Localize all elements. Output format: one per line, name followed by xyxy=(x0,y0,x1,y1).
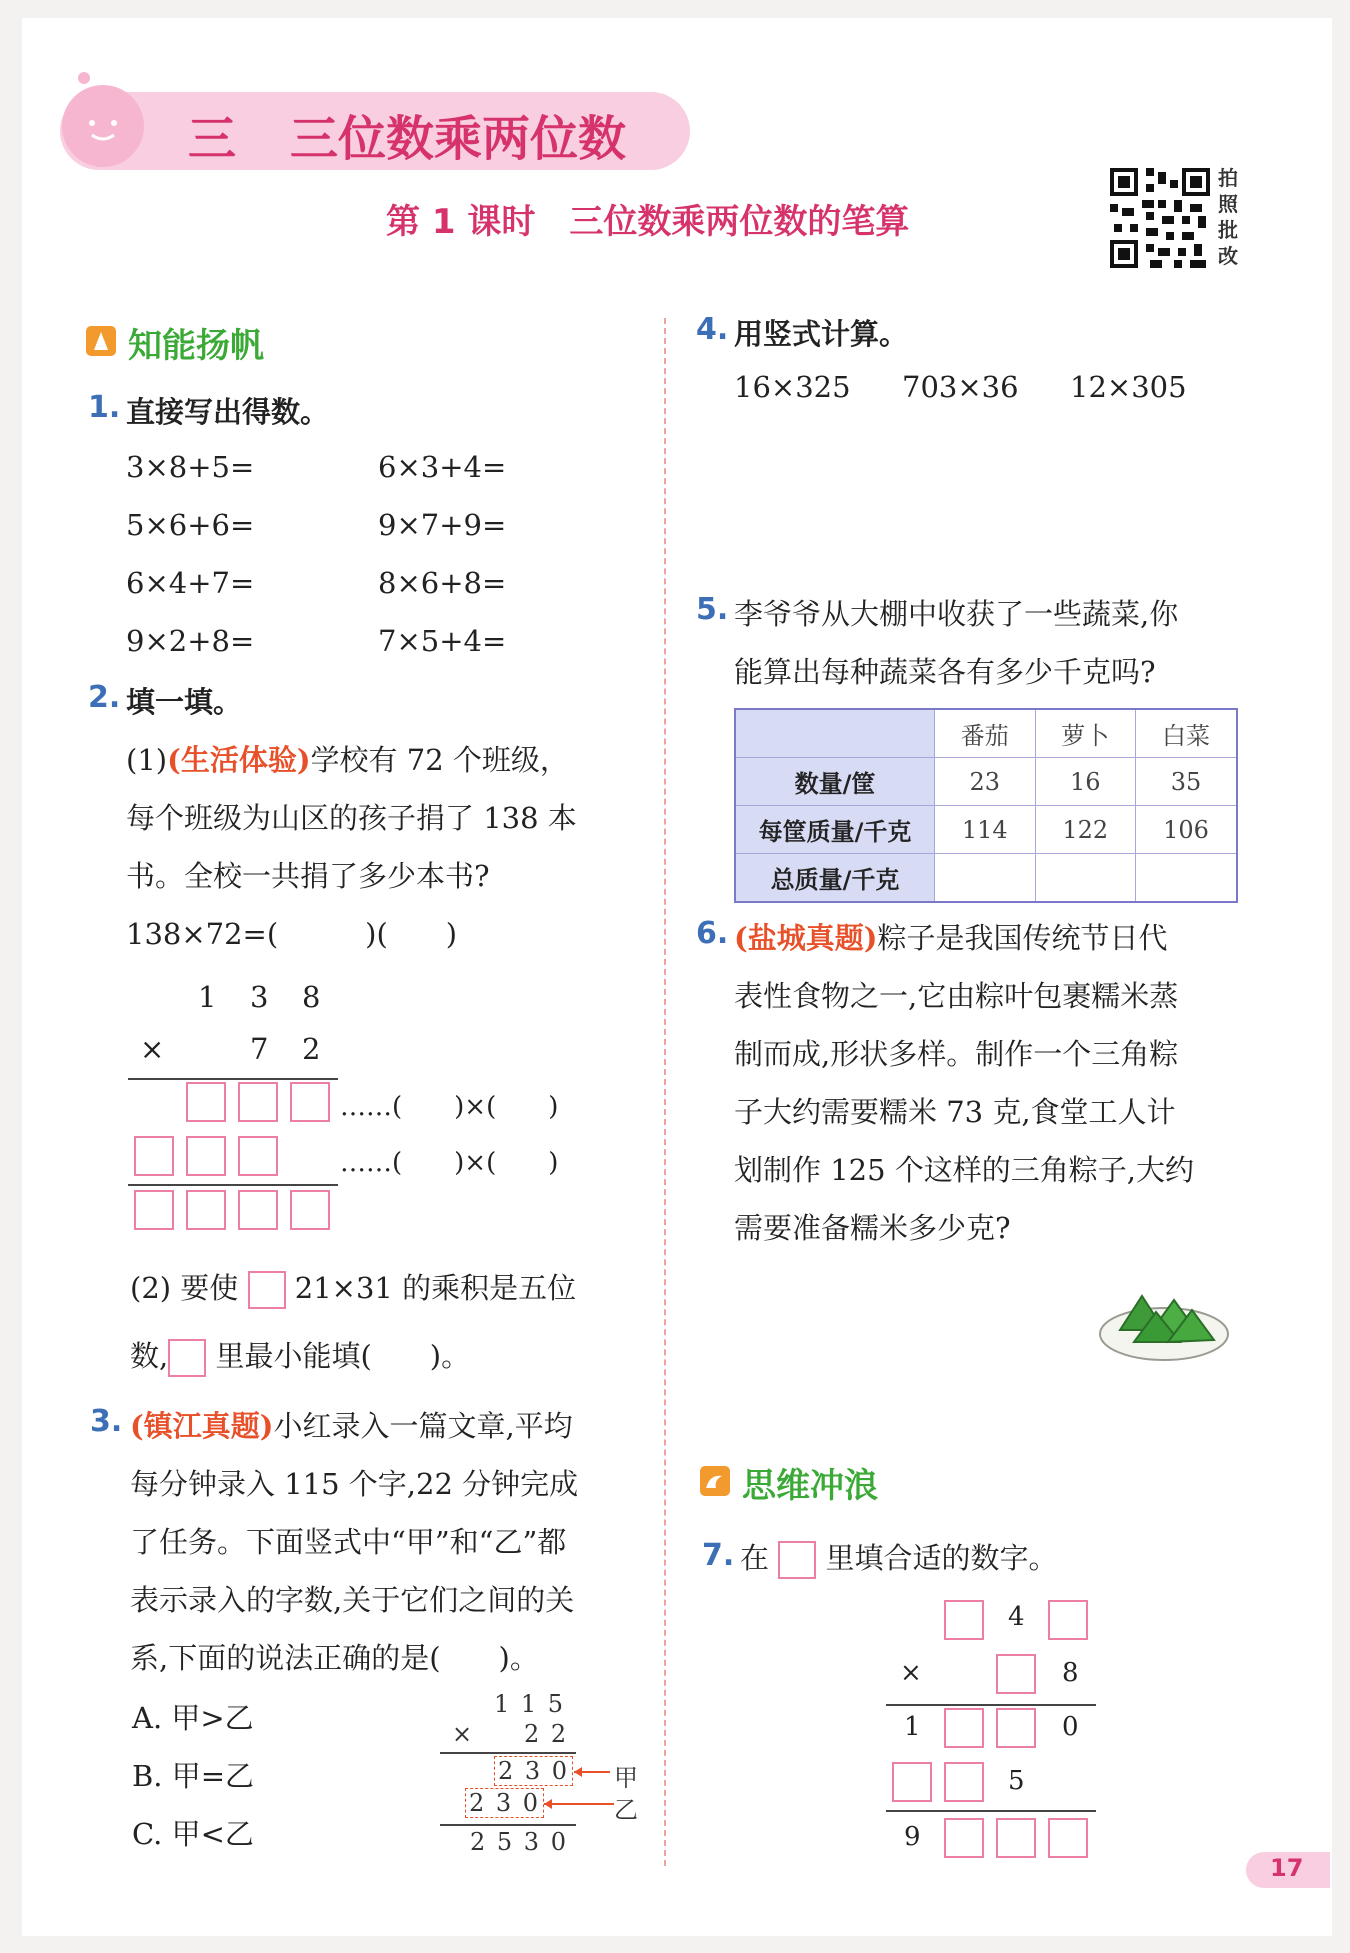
q2-part1-line3: 书。全校一共捐了多少本书? xyxy=(126,859,490,893)
mult-digit: 7 xyxy=(250,1032,269,1066)
q4-text: 用竖式计算。 xyxy=(734,317,909,351)
answer-cell[interactable] xyxy=(935,854,1036,903)
answer-box[interactable] xyxy=(944,1818,984,1858)
q1-item: 9×2+8= xyxy=(126,624,255,658)
puzzle-digit: 9 xyxy=(904,1822,921,1852)
table-corner-cell xyxy=(735,709,935,758)
q1-item: 5×6+6= xyxy=(126,508,255,542)
q2-number: 2. xyxy=(88,680,121,715)
answer-box[interactable] xyxy=(944,1762,984,1802)
calc-row-yi: 2 3 0 xyxy=(465,1788,544,1818)
table-cell: 16 xyxy=(1035,758,1136,806)
q1-item: 7×5+4= xyxy=(378,624,507,658)
table-row xyxy=(735,758,1237,806)
q2-part1-tag: (生活体验) xyxy=(167,743,311,777)
q3-line1 xyxy=(130,1404,573,1445)
mult-sign: × xyxy=(140,1032,165,1066)
answer-box[interactable] xyxy=(186,1082,226,1122)
answer-cell[interactable] xyxy=(1136,854,1238,903)
q2-text: 填一填。 xyxy=(126,685,243,719)
q5-line1: 李爷爷从大棚中收获了一些蔬菜,你 xyxy=(734,597,1179,631)
answer-box[interactable] xyxy=(134,1136,174,1176)
q6-line6: 需要准备糯米多少克? xyxy=(734,1211,1011,1245)
answer-box[interactable] xyxy=(996,1708,1036,1748)
q2-equation[interactable]: 138×72=( )( ) xyxy=(126,917,458,951)
calc-sign: × xyxy=(452,1720,473,1748)
table-row xyxy=(735,806,1237,854)
q4-item: 703×36 xyxy=(902,370,1019,404)
smile-icon xyxy=(62,85,144,167)
answer-box[interactable] xyxy=(290,1190,330,1230)
row-label: 总质量/千克 xyxy=(735,854,935,903)
mult-line xyxy=(128,1078,338,1080)
zongzi-plate-icon xyxy=(1096,1278,1232,1364)
answer-box[interactable] xyxy=(238,1190,278,1230)
mult-digit: 1 xyxy=(198,980,217,1014)
answer-box[interactable] xyxy=(238,1082,278,1122)
table-row xyxy=(735,854,1237,903)
sail-icon xyxy=(86,326,116,356)
answer-box[interactable] xyxy=(248,1271,286,1309)
q3-tag: (镇江真题) xyxy=(130,1409,274,1443)
column-divider xyxy=(664,318,666,1866)
calc-line xyxy=(440,1824,576,1826)
q3-line5[interactable]: 系,下面的说法正确的是( )。 xyxy=(130,1641,539,1675)
row-label: 数量/筐 xyxy=(735,758,935,806)
puzzle-digit: 4 xyxy=(1008,1602,1025,1632)
q7-text-a: 在 xyxy=(740,1541,770,1575)
table-cell: 35 xyxy=(1136,758,1238,806)
chapter-title: 三位数乘两位数 xyxy=(290,111,627,167)
q1-number: 1. xyxy=(88,390,121,425)
calc-line xyxy=(440,1752,576,1754)
puzzle-digit: 1 xyxy=(904,1712,921,1742)
q3-line3: 了任务。下面竖式中“甲”和“乙”都 xyxy=(130,1525,567,1559)
table-cell: 106 xyxy=(1136,806,1238,854)
label-yi: 乙 xyxy=(614,1796,638,1824)
q5-number: 5. xyxy=(696,592,729,627)
q1-item: 6×3+4= xyxy=(378,450,507,484)
table-header-row xyxy=(735,709,1237,758)
answer-box[interactable] xyxy=(892,1762,932,1802)
table-header: 白菜 xyxy=(1136,709,1238,758)
section-title-1: 知能扬帆 xyxy=(128,326,264,366)
qr-code-icon[interactable] xyxy=(1110,168,1210,268)
q4-item: 16×325 xyxy=(734,370,851,404)
q1-item: 6×4+7= xyxy=(126,566,255,600)
q6-text1: 粽子是我国传统节日代 xyxy=(877,921,1168,955)
q3-number: 3. xyxy=(90,1404,123,1439)
calc-row-jia: 2 3 0 xyxy=(494,1756,573,1786)
q1-text: 直接写出得数。 xyxy=(126,395,330,429)
section-wave-icon xyxy=(700,1466,730,1496)
q1-item: 3×8+5= xyxy=(126,450,255,484)
section-flag-icon xyxy=(86,326,116,356)
row2-note[interactable]: ……( )×( ) xyxy=(340,1148,559,1178)
answer-cell[interactable] xyxy=(1035,854,1136,903)
q3-line2: 每分钟录入 115 个字,22 分钟完成 xyxy=(130,1467,579,1501)
answer-box[interactable] xyxy=(1048,1818,1088,1858)
q3-text1: 小红录入一篇文章,平均 xyxy=(273,1409,573,1443)
puzzle-digit: 5 xyxy=(1008,1766,1025,1796)
q2-part2-line1 xyxy=(130,1266,576,1309)
answer-box[interactable] xyxy=(996,1654,1036,1694)
table-header: 番茄 xyxy=(935,709,1036,758)
puzzle-digit: 8 xyxy=(1062,1658,1079,1688)
section-title-2: 思维冲浪 xyxy=(742,1466,878,1506)
q3-option-a[interactable]: A. 甲>乙 xyxy=(132,1701,254,1735)
q2-part2-b: 21×31 的乘积是五位 xyxy=(294,1271,577,1305)
answer-box[interactable] xyxy=(996,1818,1036,1858)
mult-digit: 8 xyxy=(302,980,321,1014)
chapter-banner-emblem xyxy=(62,85,144,167)
answer-box[interactable] xyxy=(1048,1600,1088,1640)
qr-label: 拍照批改 xyxy=(1218,166,1238,268)
lesson-title: 第 1 课时 三位数乘两位数的笔算 xyxy=(386,202,910,242)
q7-text-b: 里填合适的数字。 xyxy=(825,1541,1058,1575)
puzzle-sign: × xyxy=(900,1658,922,1688)
q4-item: 12×305 xyxy=(1070,370,1187,404)
q2-part1-label: (1) xyxy=(126,743,168,777)
answer-box[interactable] xyxy=(186,1190,226,1230)
q7-number: 7. xyxy=(702,1538,735,1573)
wave-icon xyxy=(700,1466,730,1496)
puzzle-line xyxy=(886,1704,1096,1706)
q3-option-c[interactable]: C. 甲<乙 xyxy=(132,1817,254,1851)
q6-line4: 子大约需要糯米 73 克,食堂工人计 xyxy=(734,1095,1176,1129)
q6-line5: 划制作 125 个这样的三角粽子,大约 xyxy=(734,1153,1195,1187)
q2-part2-a: (2) 要使 xyxy=(130,1271,239,1305)
q2-part1-line1 xyxy=(126,738,569,779)
table-cell: 114 xyxy=(935,806,1036,854)
q7-text xyxy=(740,1536,1057,1579)
mult-line xyxy=(128,1184,338,1186)
answer-box[interactable] xyxy=(290,1082,330,1122)
calc-second: 2 2 xyxy=(524,1720,569,1748)
chapter-number: 三 xyxy=(188,111,237,167)
q6-line3: 制而成,形状多样。制作一个三角粽 xyxy=(734,1037,1179,1071)
puzzle-digit: 0 xyxy=(1062,1712,1079,1742)
arrow-yi-icon xyxy=(540,1794,620,1814)
page-number: 17 xyxy=(1270,1854,1304,1882)
q5-line2: 能算出每种蔬菜各有多少千克吗? xyxy=(734,655,1156,689)
q2-part1-line2: 每个班级为山区的孩子捐了 138 本 xyxy=(126,801,577,835)
q3-line4: 表示录入的字数,关于它们之间的关 xyxy=(130,1583,575,1617)
q2-part2-d[interactable]: 里最小能填( )。 xyxy=(215,1339,471,1373)
row-label: 每筐质量/千克 xyxy=(735,806,935,854)
answer-box xyxy=(778,1541,816,1579)
q1-item: 8×6+8= xyxy=(378,566,507,600)
q6-line1 xyxy=(734,916,1167,957)
calc-result: 2 5 3 0 xyxy=(470,1828,568,1856)
answer-box[interactable] xyxy=(944,1708,984,1748)
answer-box[interactable] xyxy=(134,1190,174,1230)
table-header: 萝卜 xyxy=(1035,709,1136,758)
answer-box[interactable] xyxy=(168,1339,206,1377)
q2-part1-text1: 学校有 72 个班级， xyxy=(310,743,569,777)
label-jia: 甲 xyxy=(614,1764,638,1792)
q6-line2: 表性食物之一,它由粽叶包裹糯米蒸 xyxy=(734,979,1179,1013)
answer-box[interactable] xyxy=(186,1136,226,1176)
mult-digit: 3 xyxy=(250,980,269,1014)
mult-digit: 2 xyxy=(302,1032,321,1066)
row1-note[interactable]: ……( )×( ) xyxy=(340,1092,559,1122)
q4-number: 4. xyxy=(696,312,729,347)
q6-tag: (盐城真题) xyxy=(734,921,878,955)
q3-option-b[interactable]: B. 甲=乙 xyxy=(132,1759,255,1793)
emblem-antenna xyxy=(78,72,90,84)
answer-box[interactable] xyxy=(238,1136,278,1176)
q1-item: 9×7+9= xyxy=(378,508,507,542)
q2-part2-line2 xyxy=(130,1334,470,1377)
calc-top: 1 1 5 xyxy=(494,1690,566,1718)
answer-box[interactable] xyxy=(944,1600,984,1640)
page-number-badge xyxy=(1246,1852,1330,1888)
puzzle-line xyxy=(886,1810,1096,1812)
q2-part2-c: 数, xyxy=(130,1339,169,1373)
table-cell: 23 xyxy=(935,758,1036,806)
table-cell: 122 xyxy=(1035,806,1136,854)
q6-number: 6. xyxy=(696,916,729,951)
vegetable-table xyxy=(734,708,1238,903)
